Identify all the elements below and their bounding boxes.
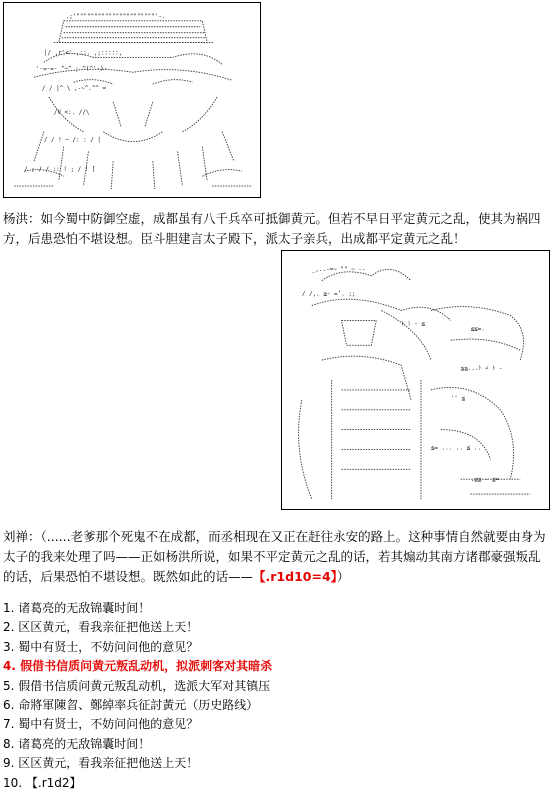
ascii-art-portrait-top (3, 2, 261, 198)
svg-text:'' ≦: '' ≦ (450, 394, 466, 402)
svg-text:≦≦=.: ≦≦=. (470, 325, 485, 333)
dialogue-liu-shan-text: 刘禅：（......老爹那个死鬼不在成都，而丞相现在又正在赶往永安的路上。这种事情自然就要由身为太子的我来处理了吗——正如杨洪所说，如果不平定黄元之乱的话，若其煽动其南方诸郡豪强叛乱的话，后果恐怕不堪设想。既然如此的话—— (3, 529, 546, 584)
svg-text:/ /,. ≧- =’. ;;: / /,. ≧- =’. ;; (301, 290, 356, 298)
svg-text:.;'""""""""""""""""""""""'-.: .;'""""""""""""""""""""""'-. (65, 12, 166, 20)
ascii-art-drawing (282, 251, 549, 509)
svg-text:|/ ,r'<' ,::. ,;:::::,: |/ ,r'<' ,::. ,;:::::, (43, 49, 123, 57)
choice-item: 9. 区区黄元，看我亲征把他送上天！ (3, 756, 199, 771)
svg-text:/ ; / / :: ! ; / ! [: / ; / / :: ! ; / ! [ (24, 166, 96, 174)
dialogue-liu-shan (3, 527, 551, 587)
choice-list (3, 599, 272, 793)
svg-text:.≦≦ ‐ ≦=: .≦≦ ‐ ≦= (470, 476, 500, 484)
choice-item: 6. 命將軍陳曶、鄭綽率兵征討黃元（历史路线） (3, 698, 259, 713)
svg-text:_,..-=~ "" ~ ‐-: _,..-=~ "" ~ ‐- (311, 265, 366, 273)
svg-text:/ / ! ~ /: : / |: / / ! ~ /: : / | (43, 136, 101, 144)
dialogue-yang-hong: 杨洪：如今蜀中防御空虚，成都虽有八千兵卒可抵御黄元。但若不早日平定黄元之乱，使其为祸四方，后患恐怕不堪设想。臣斗胆建言太子殿下，派太子亲兵，出成都平定黄元之乱！ (3, 211, 541, 246)
svg-text:≦= ... .. ≦ ..: ≦= ... .. ≦ .. (430, 444, 481, 452)
choice-item: 10. 【.r1d2】 (3, 775, 82, 790)
svg-text:/V <:. //\: /V <:. //\ (53, 108, 90, 116)
dice-roll-result: 【.r1d10=4】 (253, 569, 337, 584)
svg-text:'-=-=- ^~^ ; ^(^'-)-: '-=-=- ^~^ ; ^(^'-)- (35, 65, 108, 73)
choice-item: 2. 区区黄元，看我亲征把他送上天！ (3, 620, 199, 635)
dialogue-liu-shan-close: ） (336, 569, 350, 584)
choice-item: 8. 诸葛亮的无敌锦囊时间！ (3, 736, 151, 751)
ascii-art-drawing (4, 3, 260, 197)
choice-item: 7. 蜀中有贤士，不妨问问他的意见？ (3, 717, 199, 732)
choice-item: 3. 蜀中有贤士，不妨问问他的意见？ (3, 639, 199, 654)
choice-item-selected: 4. 假借书信质问黄元叛乱动机，拟派刺客对其暗杀 (3, 659, 273, 674)
choice-item: 1. 诸葛亮的无敌锦囊时间！ (3, 601, 151, 615)
choice-item: 5. 假借书信质问黄元叛乱动机，选派大军对其镇压 (3, 678, 271, 693)
svg-text:≦≦...ﾄ ∠ ﾄ ‐: ≦≦...ﾄ ∠ ﾄ ‐ (460, 365, 503, 373)
ascii-art-figure-right (281, 250, 550, 510)
svg-text:ﾄ ﾐ ‐ ≦: ﾄ ﾐ ‐ ≦ (401, 320, 425, 328)
svg-text:/ / |^ \ ,-~^.^^ =: / / |^ \ ,-~^.^^ = (41, 85, 107, 93)
